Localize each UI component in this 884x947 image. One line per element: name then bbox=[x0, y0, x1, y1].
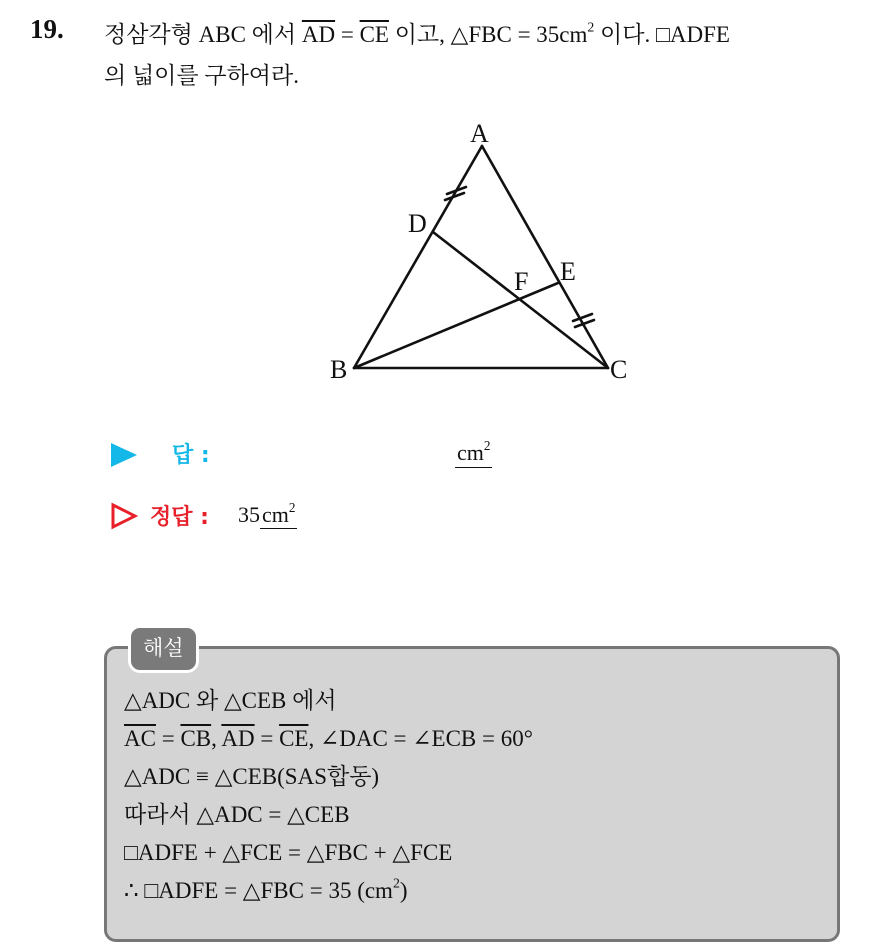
label-a: A bbox=[470, 119, 489, 148]
solution-tag: 해설 bbox=[128, 625, 199, 673]
answer-arrow-icon bbox=[111, 443, 137, 467]
question-number: 19. bbox=[30, 14, 64, 44]
label-c: C bbox=[610, 355, 628, 384]
label-b: B bbox=[330, 355, 348, 384]
solution-line-1: △ADC 와 △CEB 에서 bbox=[124, 688, 337, 713]
label-d: D bbox=[408, 209, 427, 238]
label-f: F bbox=[514, 267, 529, 296]
segment-ac: $\overline{AC}$ bbox=[124, 726, 156, 751]
equals: = bbox=[254, 726, 280, 751]
segment-ad: $\overline{AD}$ bbox=[301, 22, 336, 47]
correct-number: 35 bbox=[238, 502, 260, 527]
answer-unit bbox=[455, 440, 492, 468]
correct-arrow-icon bbox=[110, 502, 138, 530]
question-text-line1 bbox=[104, 16, 730, 49]
correct-unit-text: cm bbox=[262, 502, 289, 527]
tick-ce-1 bbox=[573, 314, 592, 321]
question-text-mid: 이고, △FBC = 35cm bbox=[388, 22, 588, 47]
segment-ce: $\overline{CE}$ bbox=[359, 22, 389, 47]
correct-label: 정답 : bbox=[150, 505, 209, 530]
answer-label: 답 : bbox=[172, 443, 210, 468]
solution-line-4: 따라서 △ADC = △CEB bbox=[124, 802, 350, 827]
segment-cb: $\overline{CB}$ bbox=[180, 726, 212, 751]
question-text-end: 이다. □ADFE bbox=[594, 22, 730, 47]
question-text-line2: 의 넓이를 구하여라. bbox=[104, 63, 299, 88]
correct-unit-exp: 2 bbox=[288, 500, 296, 516]
angle-text: , ∠DAC = ∠ECB = 60° bbox=[308, 726, 533, 751]
correct-value bbox=[238, 502, 297, 528]
question-text: 정삼각형 ABC 에서 bbox=[104, 22, 302, 47]
solution-text bbox=[124, 683, 533, 911]
solution-line-2 bbox=[124, 721, 533, 759]
conclusion-close: ) bbox=[399, 878, 408, 903]
answer-unit-text: cm bbox=[457, 440, 484, 465]
equals: = bbox=[155, 726, 181, 751]
segment-ad: $\overline{AD}$ bbox=[221, 726, 255, 751]
solution-line-3: △ADC ≡ △CEB(SAS합동) bbox=[124, 764, 380, 789]
triangle-figure bbox=[318, 112, 638, 390]
segment-ce: $\overline{CE}$ bbox=[279, 726, 309, 751]
conclusion-exp: 2 bbox=[392, 875, 400, 891]
side-ab bbox=[354, 146, 482, 368]
side-ac bbox=[482, 146, 608, 368]
solution-line-5: □ADFE + △FCE = △FBC + △FCE bbox=[124, 840, 453, 865]
comma: , bbox=[211, 726, 222, 751]
label-e: E bbox=[560, 257, 576, 286]
solution-line-6 bbox=[124, 873, 533, 911]
correct-unit bbox=[260, 502, 297, 529]
equals: = bbox=[335, 22, 360, 47]
answer-unit-exp: 2 bbox=[483, 438, 491, 454]
conclusion-text: ∴ □ADFE = △FBC = 35 (cm bbox=[124, 878, 393, 903]
exponent: 2 bbox=[587, 19, 595, 35]
